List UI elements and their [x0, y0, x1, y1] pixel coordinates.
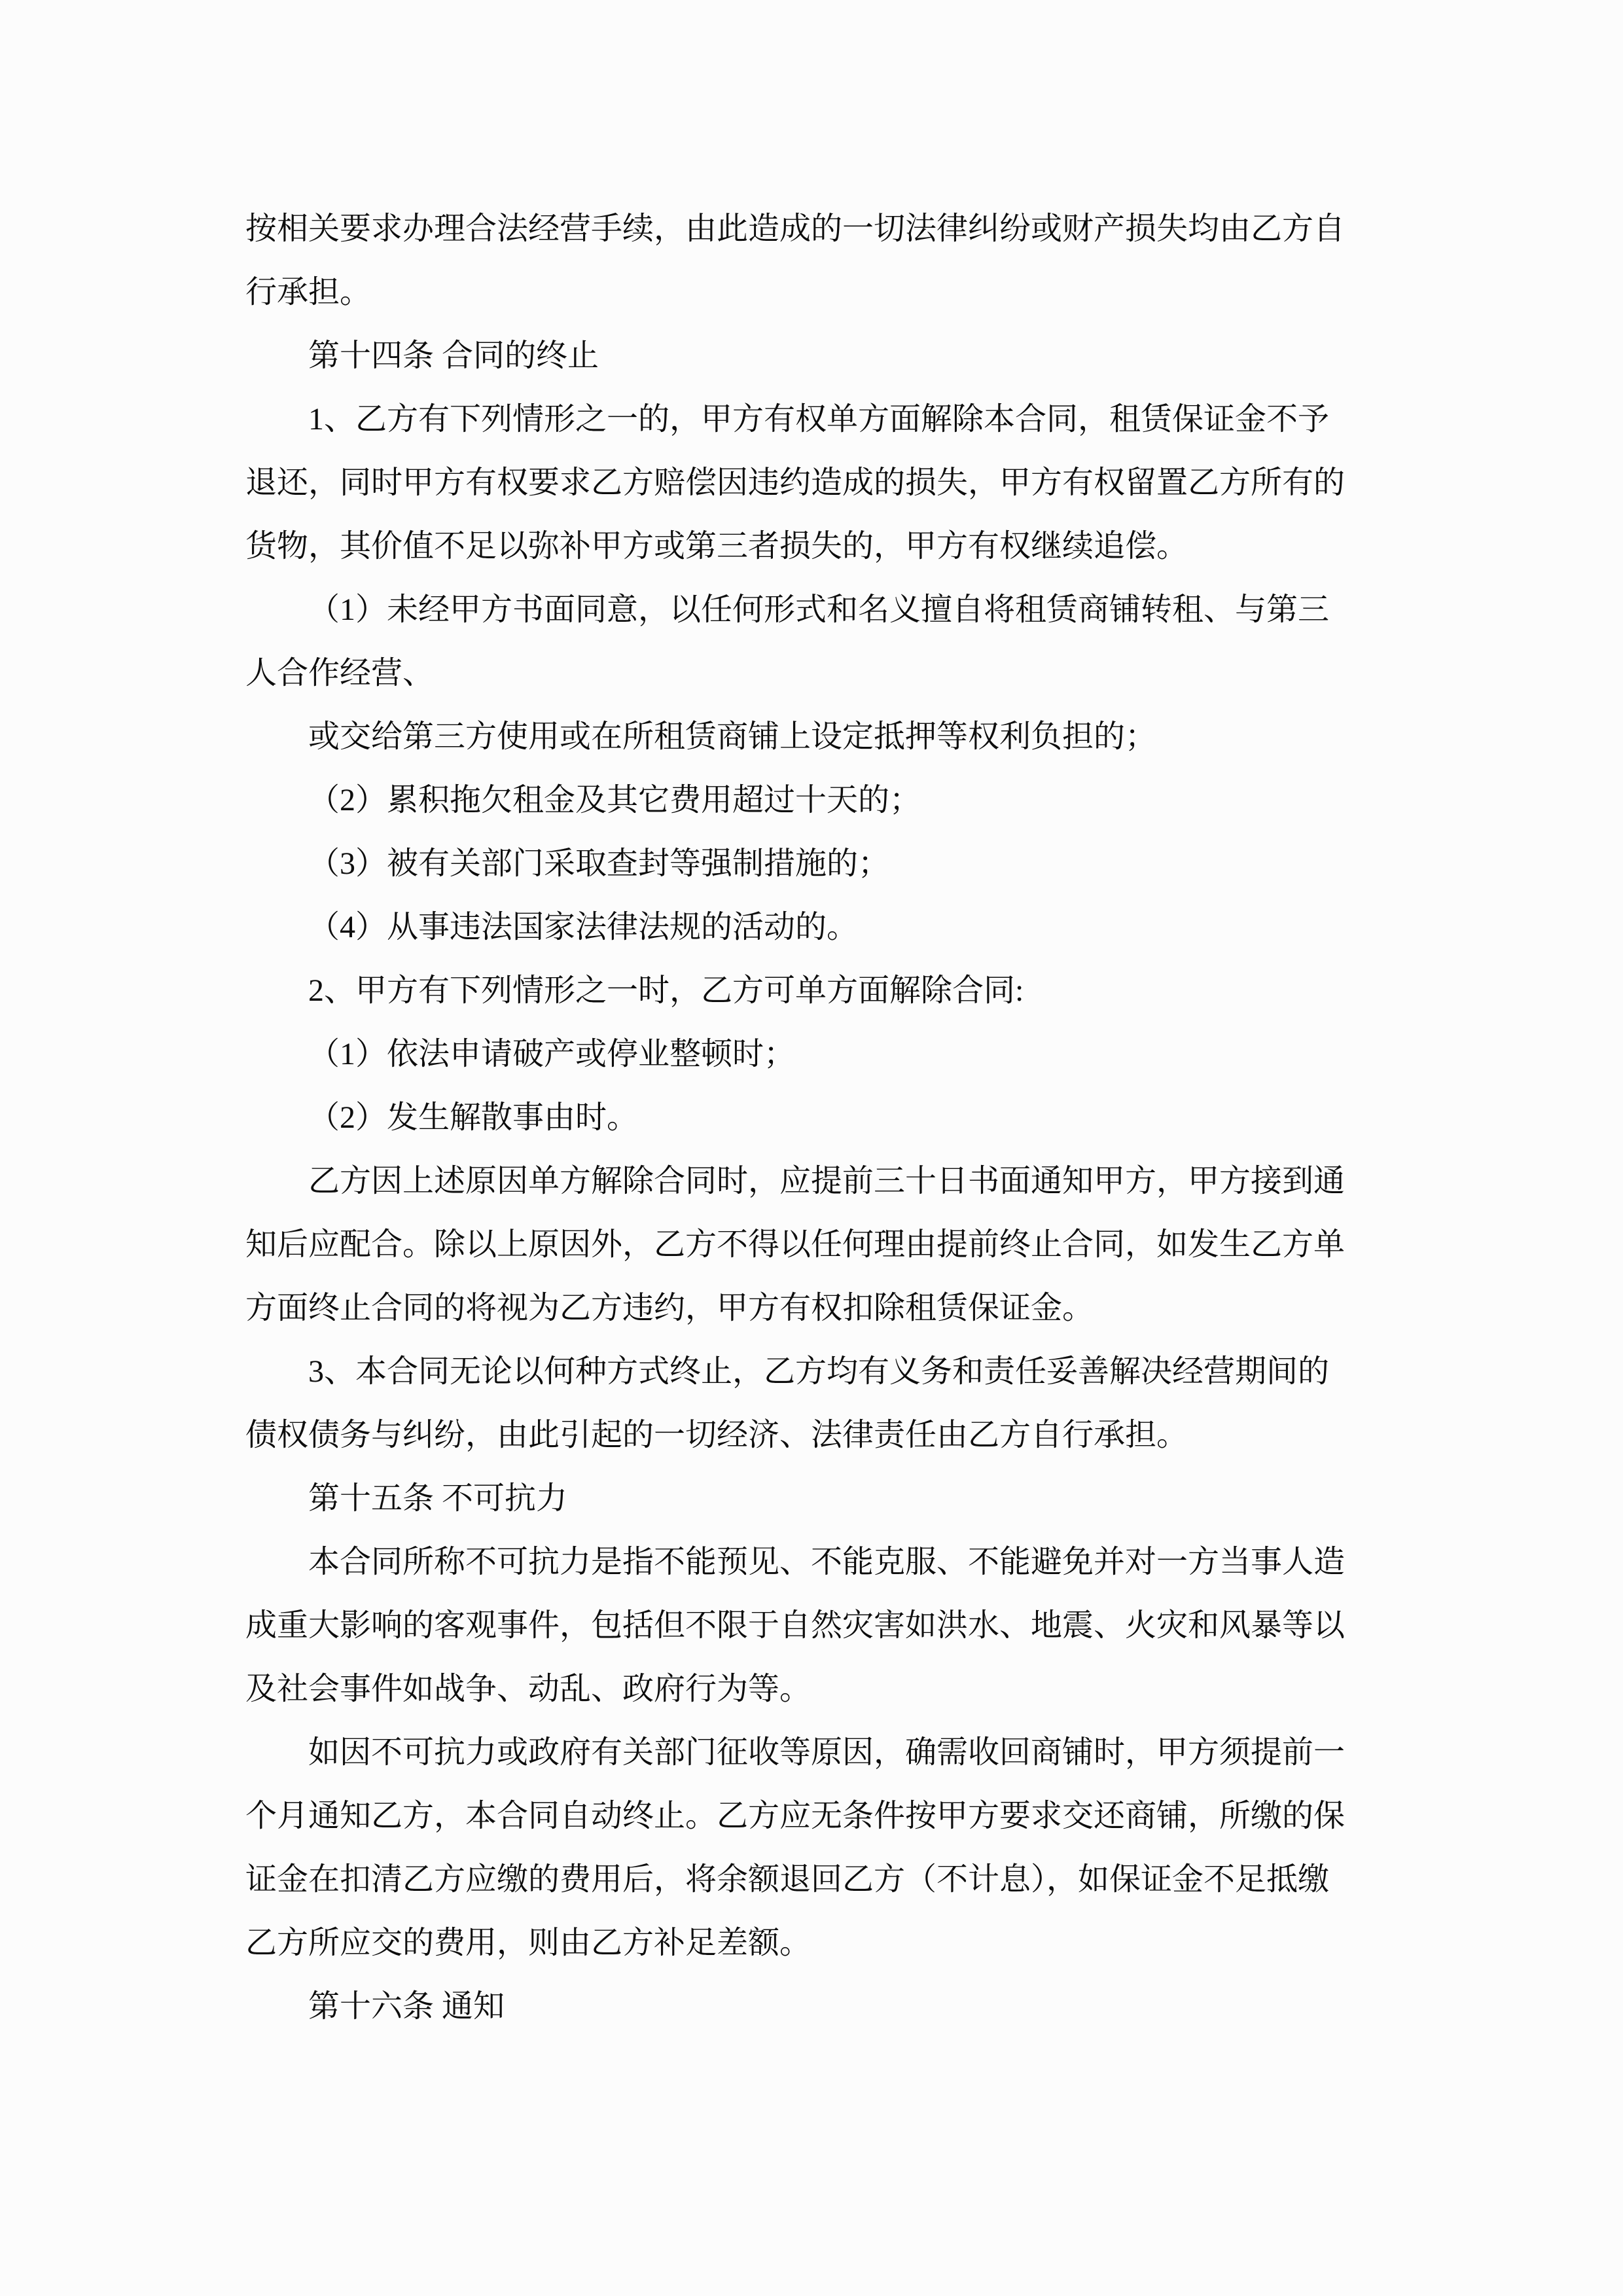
text-line: 2、甲方有下列情形之一时，乙方可单方面解除合同: [308, 973, 1024, 1008]
text-line: 或交给第三方使用或在所租赁商铺上设定抵押等权利负担的； [308, 719, 1157, 754]
text-line: 成重大影响的客观事件，包括但不限于自然灾害如洪水、地震、火灾和风暴等以 [245, 1608, 1346, 1643]
text-line: 债权债务与纠纷，由此引起的一切经济、法律责任由乙方自行承担。 [245, 1418, 1188, 1452]
text-line: 第十五条 不可抗力 [308, 1481, 568, 1516]
text-line: 货物，其价值不足以弥补甲方或第三者损失的，甲方有权继续追偿。 [245, 529, 1188, 564]
text-line: 第十六条 通知 [308, 1989, 505, 2024]
text-line: 本合同所称不可抗力是指不能预见、不能克服、不能避免并对一方当事人造 [308, 1545, 1346, 1579]
text-line: 方面终止合同的将视为乙方违约，甲方有权扣除租赁保证金。 [245, 1291, 1094, 1325]
text-line: 乙方因上述原因单方解除合同时，应提前三十日书面通知甲方，甲方接到通 [308, 1164, 1346, 1198]
text-line: 3、本合同无论以何种方式终止，乙方均有义务和责任妥善解决经营期间的 [308, 1354, 1330, 1389]
text-line: （2）发生解散事由时。 [308, 1100, 639, 1135]
text-line: 及社会事件如战争、动乱、政府行为等。 [245, 1672, 812, 1706]
text-line: 退还，同时甲方有权要求乙方赔偿因违约造成的损失，甲方有权留置乙方所有的 [245, 465, 1346, 500]
text-line: 知后应配合。除以上原因外，乙方不得以任何理由提前终止合同，如发生乙方单 [245, 1227, 1346, 1262]
text-line: （1）依法申请破产或停业整顿时； [308, 1037, 796, 1071]
text-line: 第十四条 合同的终止 [308, 338, 599, 373]
text-line: 乙方所应交的费用，则由乙方补足差额。 [245, 1926, 812, 1960]
text-line: 按相关要求办理合法经营手续，由此造成的一切法律纠纷或财产损失均由乙方自 [245, 211, 1346, 246]
text-line: （3）被有关部门采取查封等强制措施的； [308, 846, 890, 881]
text-line: 如因不可抗力或政府有关部门征收等原因，确需收回商铺时，甲方须提前一 [308, 1735, 1346, 1770]
text-line: 证金在扣清乙方应缴的费用后，将余额退回乙方（不计息），如保证金不足抵缴 [245, 1862, 1330, 1897]
text-line: （1）未经甲方书面同意，以任何形式和名义擅自将租赁商铺转租、与第三 [308, 592, 1330, 627]
text-line: 个月通知乙方，本合同自动终止。乙方应无条件按甲方要求交还商铺，所缴的保 [245, 1799, 1346, 1833]
text-line: 人合作经营、 [245, 656, 435, 691]
document-body [245, 197, 1410, 2038]
text-line: 1、乙方有下列情形之一的，甲方有权单方面解除本合同，租赁保证金不予 [308, 402, 1330, 437]
text-line: （4）从事违法国家法律法规的活动的。 [308, 910, 859, 944]
text-line: 行承担。 [245, 275, 372, 310]
text-line: （2）累积拖欠租金及其它费用超过十天的； [308, 783, 921, 817]
